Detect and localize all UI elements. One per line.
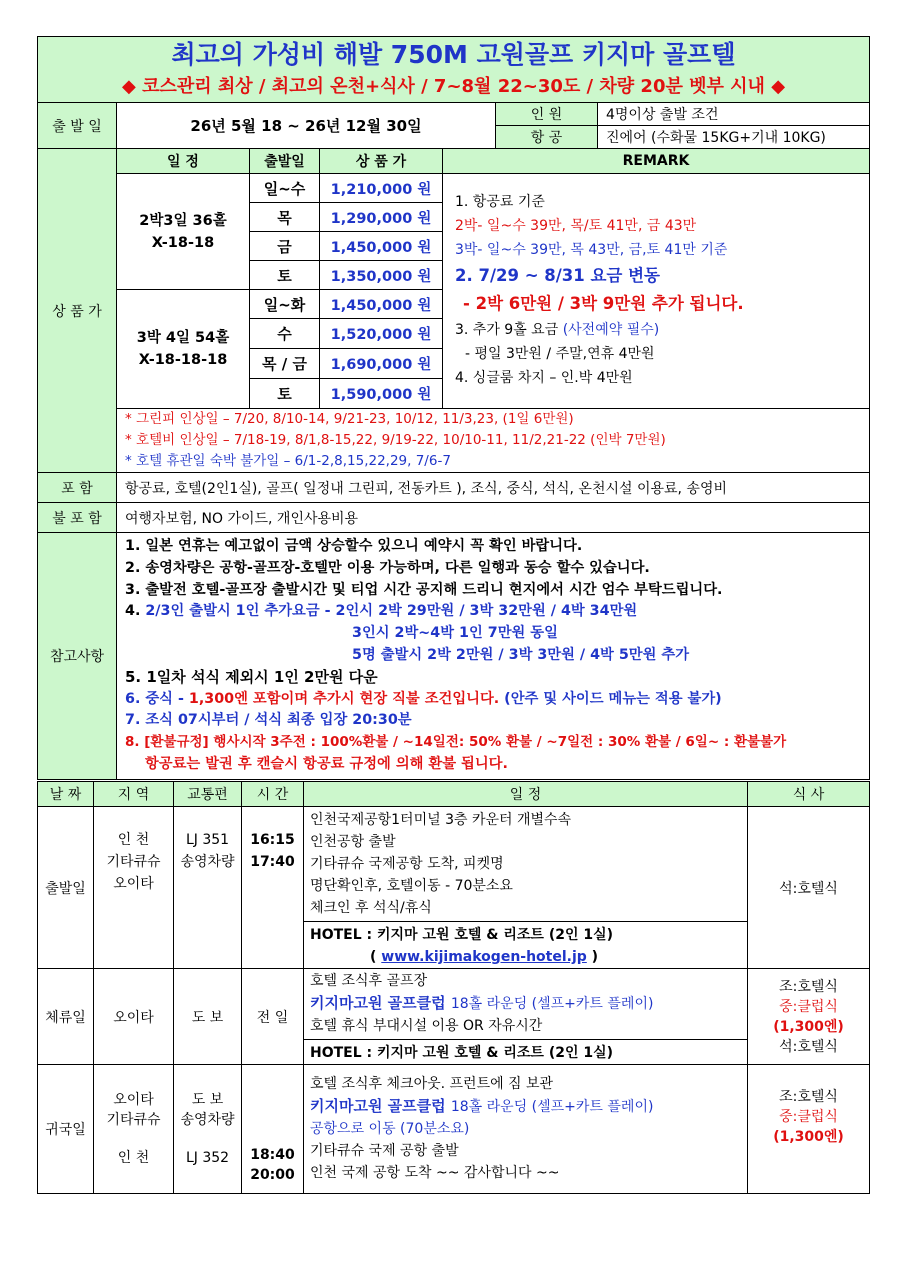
product-label: 상 품 가 — [38, 149, 117, 473]
meal-text: (1,300엔) — [773, 1018, 844, 1035]
schedule-line: 기타큐슈 국제공항 도착, 피켓명 — [310, 856, 504, 872]
package-course: X-18-18 — [151, 234, 215, 251]
schedule-line: 명단확인후, 호텔이동 - 70분소요 — [310, 878, 513, 894]
price-day: 토 — [250, 379, 320, 409]
region-text: 오이타 — [113, 1092, 154, 1108]
col-region: 지 역 — [94, 782, 174, 807]
remark-line: 2. 7/29 ~ 8/31 요금 변동 — [455, 266, 660, 285]
transport-text: 도 보 — [191, 1092, 224, 1108]
price-day: 일~수 — [250, 174, 320, 203]
schedule-line: 인천공항 출발 — [310, 834, 396, 850]
transport-text: LJ 352 — [185, 1150, 230, 1166]
price-value: 1,450,000 원 — [320, 290, 443, 319]
day-schedule — [304, 969, 748, 1065]
day-time — [242, 1065, 304, 1194]
schedule-line: 인천 국제 공항 도착 ~~ 감사합니다 ~~ — [310, 1165, 560, 1181]
remark-line: 1. 항공료 기준 — [455, 194, 545, 210]
price-value: 1,520,000 원 — [320, 319, 443, 349]
price-day: 목 — [250, 203, 320, 232]
title-cell — [38, 37, 870, 103]
day-region — [94, 807, 174, 969]
reference-note — [125, 601, 861, 623]
col-departure: 출발일 — [250, 149, 320, 174]
day-meal: 석:호텔식 — [748, 807, 870, 969]
reference-text: 2/3인 출발시 1인 추가요금 - 2인시 2박 29만원 / 3박 32만원 / 4박 34만원 — [145, 603, 638, 620]
package-info-table — [37, 36, 870, 780]
schedule-text: 키지마고원 골프클럽 — [310, 994, 451, 1012]
itinerary-table — [37, 781, 870, 1194]
exclude-label: 불 포 함 — [38, 503, 117, 533]
day-meal — [748, 1065, 870, 1194]
day-date: 출발일 — [38, 807, 94, 969]
schedule-line: 기타큐슈 국제 공항 출발 — [310, 1143, 459, 1159]
price-day: 목 / 금 — [250, 349, 320, 379]
remark-line: - 2박 6만원 / 3박 9만원 추가 됩니다. — [463, 294, 744, 313]
reference-text: 6. 중식 - — [125, 690, 189, 707]
hotel-name: HOTEL : 키지마 고원 호텔 & 리조트 (2인 1실) — [310, 927, 614, 943]
reference-number: 4. — [125, 603, 146, 620]
col-price: 상 품 가 — [320, 149, 443, 174]
reference-note: 1. 일본 연휴는 예고없이 금액 상승할수 있으니 예약시 꼭 확인 바랍니다. — [125, 538, 583, 554]
col-transport: 교통편 — [174, 782, 242, 807]
price-value: 1,690,000 원 — [320, 349, 443, 379]
surcharge-note: * 그린피 인상일 – 7/20, 8/10-14, 9/21-23, 10/12, 11/3,23, (1일 6만원) — [125, 411, 574, 427]
remark-line: 2박- 일~수 39만, 목/토 41만, 금 43만 — [455, 218, 697, 234]
reference-note: 8. [환불규정] 행사시작 3주전 : 100%환불 / ~14일전: 50% 환불 / ~7일전 : 30% 환불 / 6일~ : 환불불가 — [125, 734, 787, 751]
remark-line: 3박- 일~수 39만, 목 43만, 금,토 41만 기준 — [455, 242, 728, 258]
include-label: 포 함 — [38, 473, 117, 503]
surcharge-notes — [117, 409, 870, 473]
package-name: 2박3일 36홀 — [139, 212, 227, 229]
day-date: 체류일 — [38, 969, 94, 1065]
reference-note: 3. 출발전 호텔-골프장 출발시간 및 티업 시간 공지해 드리니 현지에서 시간 엄수 부탁드립니다. — [125, 581, 723, 598]
time-text: 18:40 — [250, 1147, 295, 1163]
col-schedule: 일 정 — [117, 149, 250, 174]
reference-text: 1,300엔 포함이며 추가시 현장 직불 조건입니다. — [188, 690, 500, 707]
remark-text: 3. 추가 9홀 요금 — [455, 322, 563, 338]
hotel-url-line — [310, 946, 748, 968]
page-title: 최고의 가성비 해발 750M 고원골프 키지마 골프텔 — [171, 39, 736, 69]
price-day: 수 — [250, 319, 320, 349]
remark-line: - 평일 3만원 / 주말,연휴 4만원 — [465, 346, 655, 362]
col-meal: 식 사 — [748, 782, 870, 807]
schedule-line — [310, 992, 747, 1015]
day-region — [94, 1065, 174, 1194]
day-transport — [174, 807, 242, 969]
hotel-name: HOTEL : 키지마 고원 호텔 & 리조트 (2인 1실) — [310, 1045, 614, 1061]
airline-label: 항 공 — [496, 126, 598, 149]
reference-note: 3인시 2박~4박 1인 7만원 동일 — [352, 625, 558, 642]
price-value: 1,210,000 원 — [320, 174, 443, 203]
reference-note: 5. 1일차 석식 제외시 1인 2만원 다운 — [125, 667, 378, 686]
region-text: 인 천 — [117, 1150, 150, 1166]
day-schedule — [304, 807, 748, 969]
day-region: 오이타 — [94, 969, 174, 1065]
time-text: 20:00 — [250, 1167, 295, 1183]
package-3n4d — [117, 290, 250, 409]
remark-text: (사전예약 필수) — [562, 322, 660, 338]
package-course: X-18-18-18 — [138, 352, 228, 368]
remark-line: 4. 싱글룸 차지 – 인.박 4만원 — [455, 370, 633, 386]
meal-text: 석:호텔식 — [779, 1038, 838, 1055]
package-2n3d — [117, 174, 250, 290]
reference-notes — [117, 533, 870, 780]
page-subtitle: ◆ 코스관리 최상 / 최고의 온천+식사 / 7~8월 22~30도 / 차량 20분 벳부 시내 ◆ — [121, 75, 786, 97]
col-time: 시 간 — [242, 782, 304, 807]
schedule-line: 호텔 조식후 체크아웃. 프런트에 짐 보관 — [310, 1076, 554, 1092]
remark-box — [443, 174, 870, 409]
schedule-text: 18홀 라운딩 (셀프+카트 플레이) — [450, 1099, 654, 1115]
people-value: 4명이상 출발 조건 — [598, 103, 870, 126]
reference-label: 참고사항 — [38, 533, 117, 780]
reference-note: 7. 조식 07시부터 / 석식 최종 입장 20:30분 — [125, 712, 412, 729]
region-text: 오이타 — [113, 876, 154, 892]
price-value: 1,290,000 원 — [320, 203, 443, 232]
time-text: 16:15 — [250, 832, 295, 848]
price-value: 1,350,000 원 — [320, 261, 443, 290]
schedule-line: 인천국제공항1터미널 3층 카운터 개별수속 — [310, 812, 572, 828]
transport-text: 송영차량 — [180, 1112, 235, 1128]
transport-text: LJ 351 — [185, 832, 230, 848]
reference-note: 2. 송영차량은 공항-골프장-호텔만 이용 가능하며, 다른 일행과 동승 할수 있습니다. — [125, 559, 650, 576]
day-time — [242, 807, 304, 969]
schedule-line: 호텔 조식후 골프장 — [310, 973, 428, 989]
day-transport: 도 보 — [174, 969, 242, 1065]
schedule-line — [310, 1095, 747, 1118]
day-transport — [174, 1065, 242, 1194]
reference-note: 5명 출발시 2박 2만원 / 3박 3만원 / 4박 5만원 추가 — [352, 646, 690, 663]
meal-text: 조:호텔식 — [779, 978, 838, 995]
surcharge-note: * 호텔비 인상일 – 7/18-19, 8/1,8-15,22, 9/19-22, 10/10-11, 11/2,21-22 (인박 7만원) — [125, 432, 666, 448]
hotel-info — [304, 1039, 748, 1064]
schedule-text: 18홀 라운딩 (셀프+카트 플레이) — [450, 996, 654, 1012]
package-name: 3박 4일 54홀 — [136, 330, 230, 346]
meal-text: 중:클럽식 — [779, 998, 838, 1015]
reference-note: 항공료는 발권 후 캔슬시 항공료 규정에 의해 환불 됩니다. — [145, 755, 508, 772]
price-day: 토 — [250, 261, 320, 290]
url-bracket: ( — [370, 949, 382, 965]
people-label: 인 원 — [496, 103, 598, 126]
reference-note — [125, 689, 861, 711]
region-text: 기타큐슈 — [106, 1112, 161, 1128]
price-value: 1,450,000 원 — [320, 232, 443, 261]
include-value: 항공료, 호텔(2인1실), 골프( 일정내 그린피, 전동카트 ), 조식, 중식, 석식, 온천시설 이용료, 송영비 — [117, 473, 870, 503]
schedule-text: 키지마고원 골프클럽 — [310, 1097, 451, 1115]
departure-label: 출 발 일 — [38, 103, 117, 149]
price-day: 금 — [250, 232, 320, 261]
region-text: 인 천 — [117, 832, 150, 848]
day-time: 전 일 — [242, 969, 304, 1065]
col-schedule: 일 정 — [304, 782, 748, 807]
exclude-value: 여행자보험, NO 가이드, 개인사용비용 — [117, 503, 870, 533]
meal-text: 중:클럽식 — [779, 1109, 838, 1125]
surcharge-note: * 호텔 휴관일 숙박 불가일 – 6/1-2,8,15,22,29, 7/6-7 — [125, 453, 451, 469]
day-date: 귀국일 — [38, 1065, 94, 1194]
day-meal — [748, 969, 870, 1065]
airline-value: 진에어 (수화물 15KG+기내 10KG) — [598, 126, 870, 149]
transport-text: 송영차량 — [180, 854, 235, 870]
reference-text: (안주 및 사이드 메뉴는 적용 불가) — [499, 690, 722, 707]
hotel-website-link[interactable]: www.kijimakogen-hotel.jp — [381, 949, 587, 965]
col-date: 날 짜 — [38, 782, 94, 807]
day-schedule — [304, 1065, 748, 1194]
price-value: 1,590,000 원 — [320, 379, 443, 409]
region-text: 기타큐슈 — [106, 854, 161, 870]
col-remark: REMARK — [443, 149, 870, 174]
remark-line — [455, 318, 861, 342]
meal-text: 조:호텔식 — [779, 1089, 838, 1105]
url-bracket: ) — [586, 949, 599, 965]
departure-value: 26년 5월 18 ~ 26년 12월 30일 — [117, 103, 496, 149]
hotel-info — [304, 921, 748, 968]
time-text: 17:40 — [250, 854, 295, 870]
schedule-line: 체크인 후 석식/휴식 — [310, 900, 432, 916]
schedule-line: 공항으로 이동 (70분소요) — [310, 1121, 470, 1137]
meal-text: (1,300엔) — [773, 1129, 844, 1145]
price-day: 일~화 — [250, 290, 320, 319]
schedule-line: 호텔 휴식 부대시설 이용 OR 자유시간 — [310, 1018, 543, 1034]
